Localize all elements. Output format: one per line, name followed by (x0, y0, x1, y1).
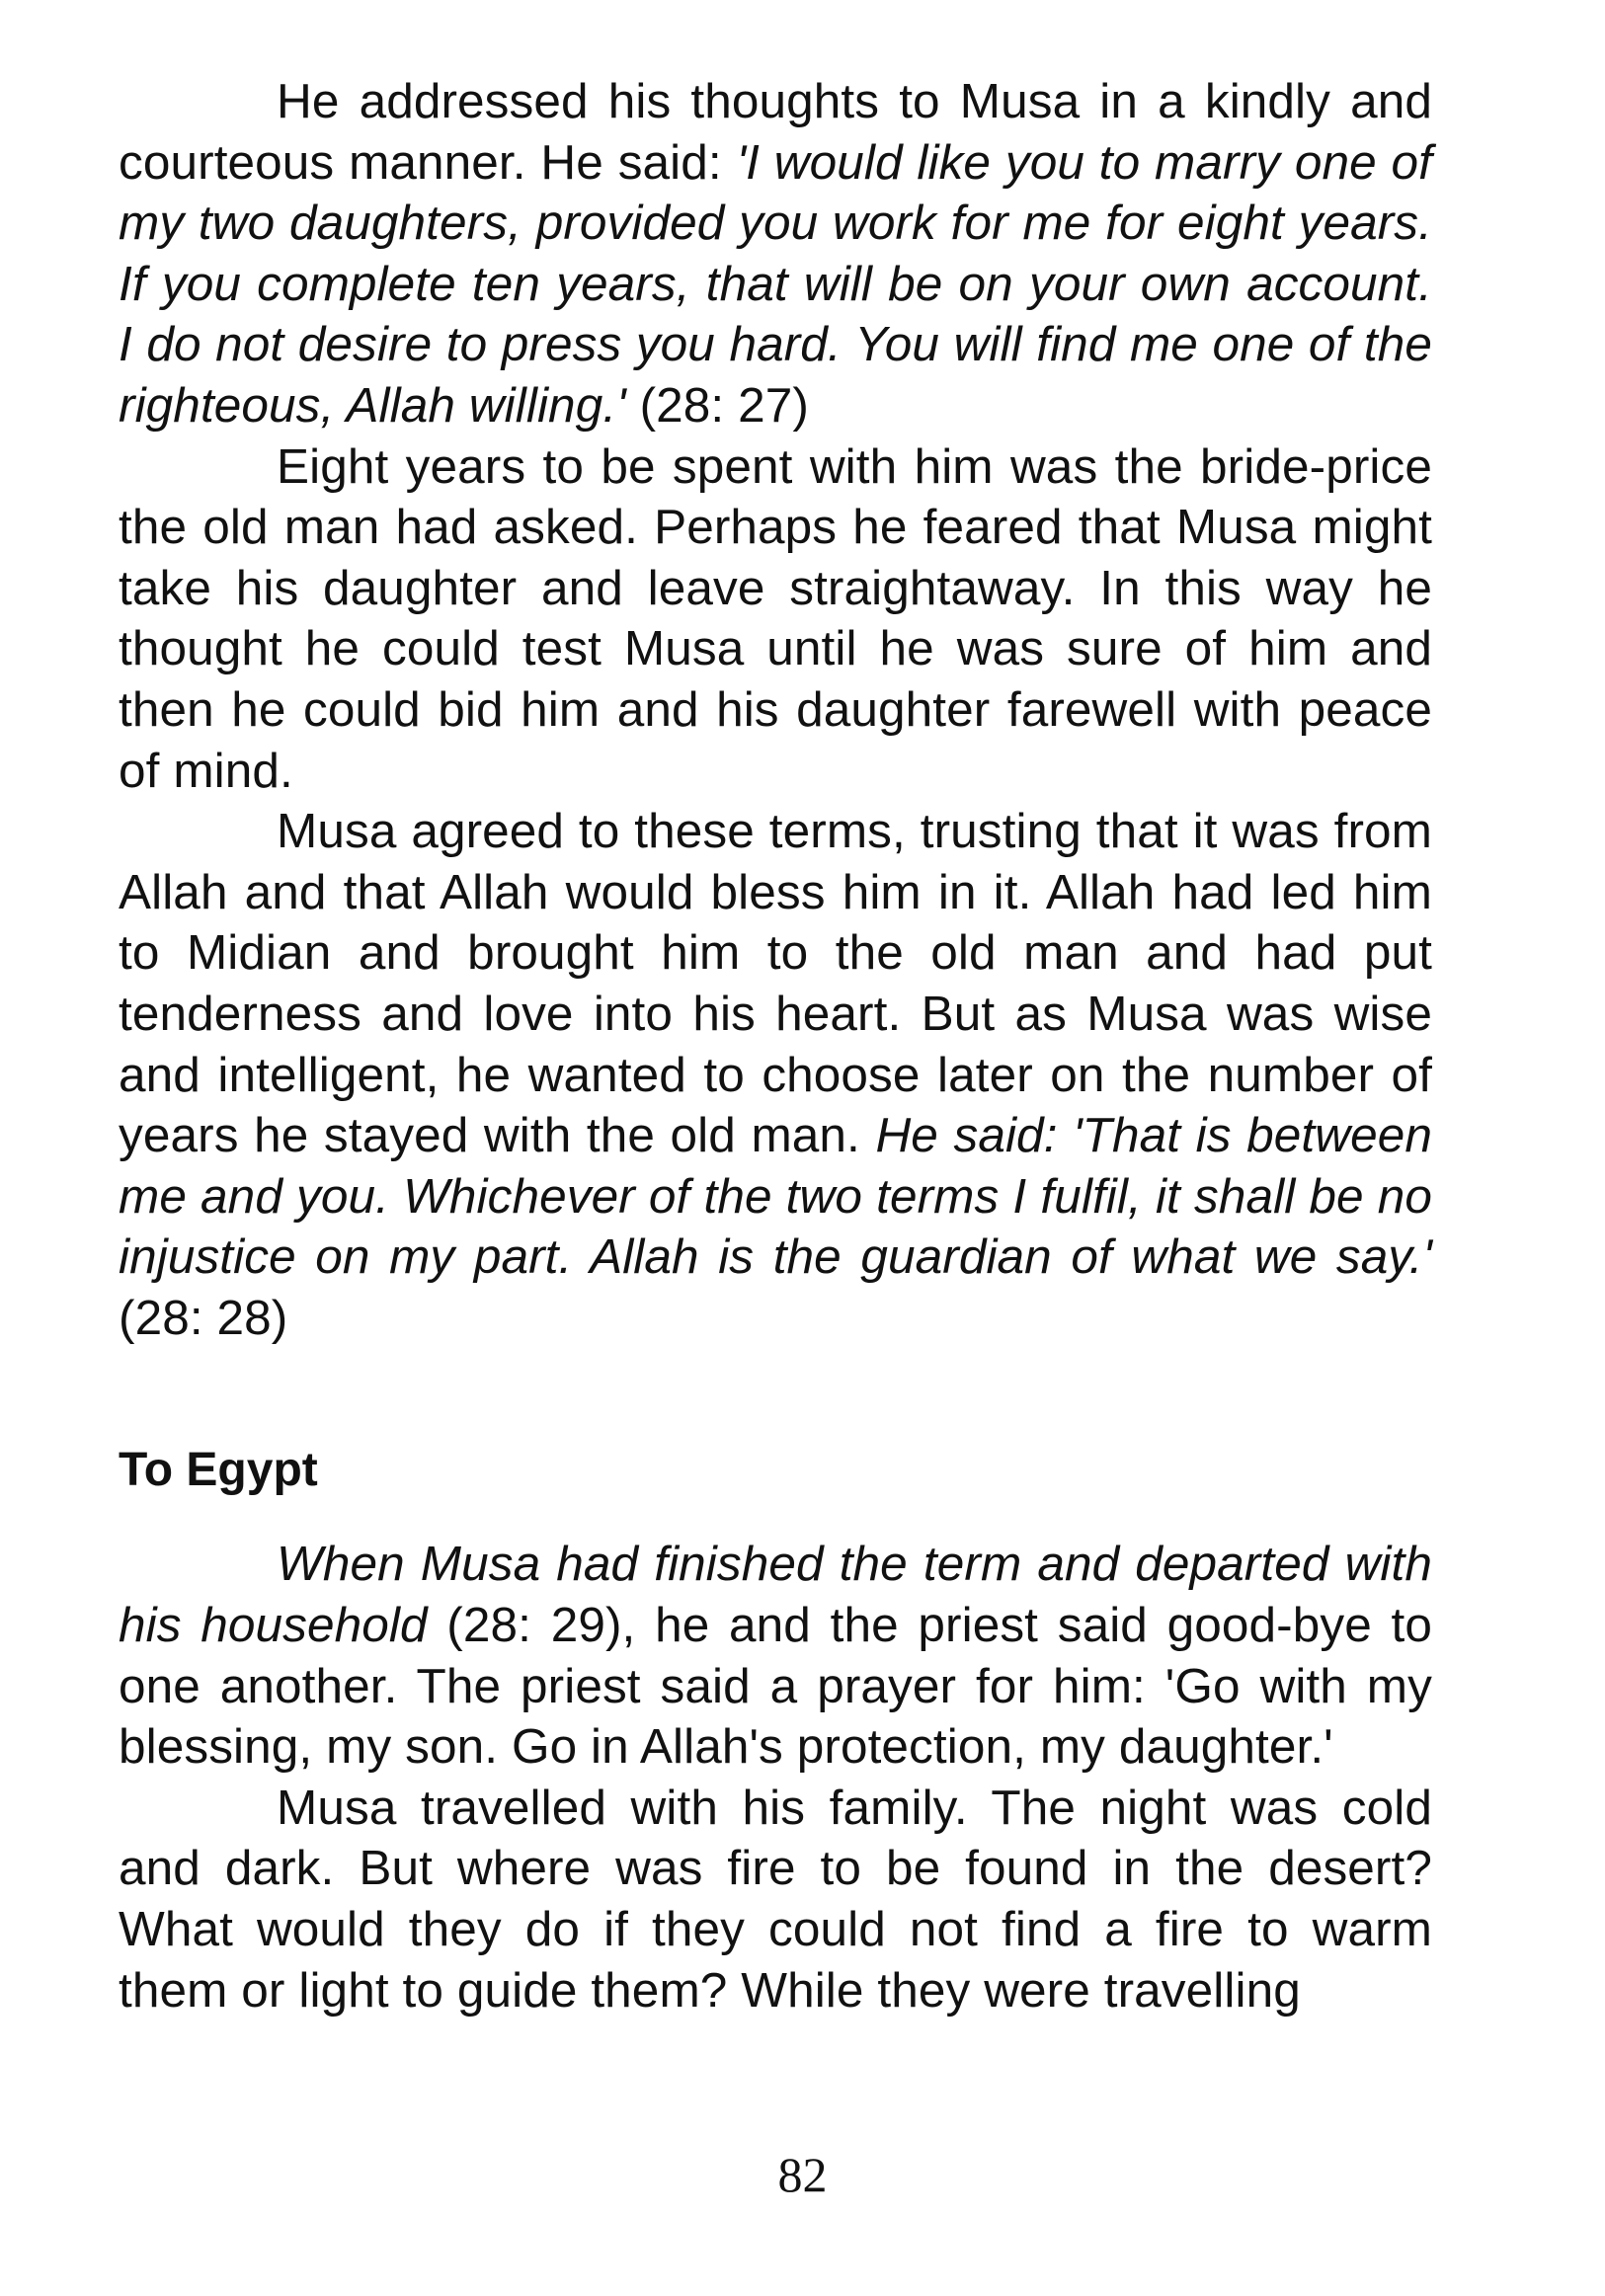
paragraph-departure (119, 1534, 1432, 1777)
paragraph-text: He addressed his thoughts to Musa in a kindly and courteous manner. He said: (119, 74, 1432, 190)
page-content (119, 71, 1432, 2020)
section-heading: To Egypt (119, 1444, 318, 1497)
page-number: 82 (777, 2147, 828, 2202)
verse-reference: (28: 28) (119, 1290, 288, 1345)
paragraph-proposal (119, 71, 1432, 436)
paragraph-agreement (119, 801, 1432, 1348)
quran-quote: He said: 'That is between me and you. Whichever of the two terms I fulfil, it shall be no injustice on my part. Allah is the guardian of what we say.' (119, 1108, 1432, 1285)
paragraph-text: Musa agreed to these terms, trusting that it was from Allah and that Allah would bless him in it. Allah had led him to Midian and brought him to the old man and had put tenderness and love into his heart. But as Musa was wise and intelligent, he wanted to choose later on the number of years he stayed with the old man. (119, 804, 1432, 1163)
quran-quote: 'I would like you to marry one of my two daughters, provided you work for me for eight years. If you complete ten years, that will be on your own account. I do not desire to press you hard. You will find me one of the righteous, Allah willing.' (119, 134, 1432, 433)
verse-reference: (28: 27) (625, 377, 809, 433)
paragraph-text: (28: 29), he and the priest said good-bye to one another. The priest said a prayer for him: 'Go with my blessing, my son. Go in Allah's protection, my daughter.' (119, 1598, 1432, 1775)
quran-quote: When Musa had finished the term and departed with his household (119, 1537, 1432, 1653)
paragraph-text: Eight years to be spent with him was the bride-price the old man had asked. Perhaps he feared that Musa might take his daughter and leave straightaway. In this way he thought he could test Musa until he was sure of him and then he could bid him and his daughter farewell with peace of mind. (119, 438, 1432, 798)
paragraph-bride-price (119, 436, 1432, 802)
paragraph-journey (119, 1778, 1432, 2020)
paragraph-text: Musa travelled with his family. The night was cold and dark. But where was fire to be found in the desert? What would they do if they could not find a fire to warm them or light to guide them? While they were travelling (119, 1780, 1432, 2018)
